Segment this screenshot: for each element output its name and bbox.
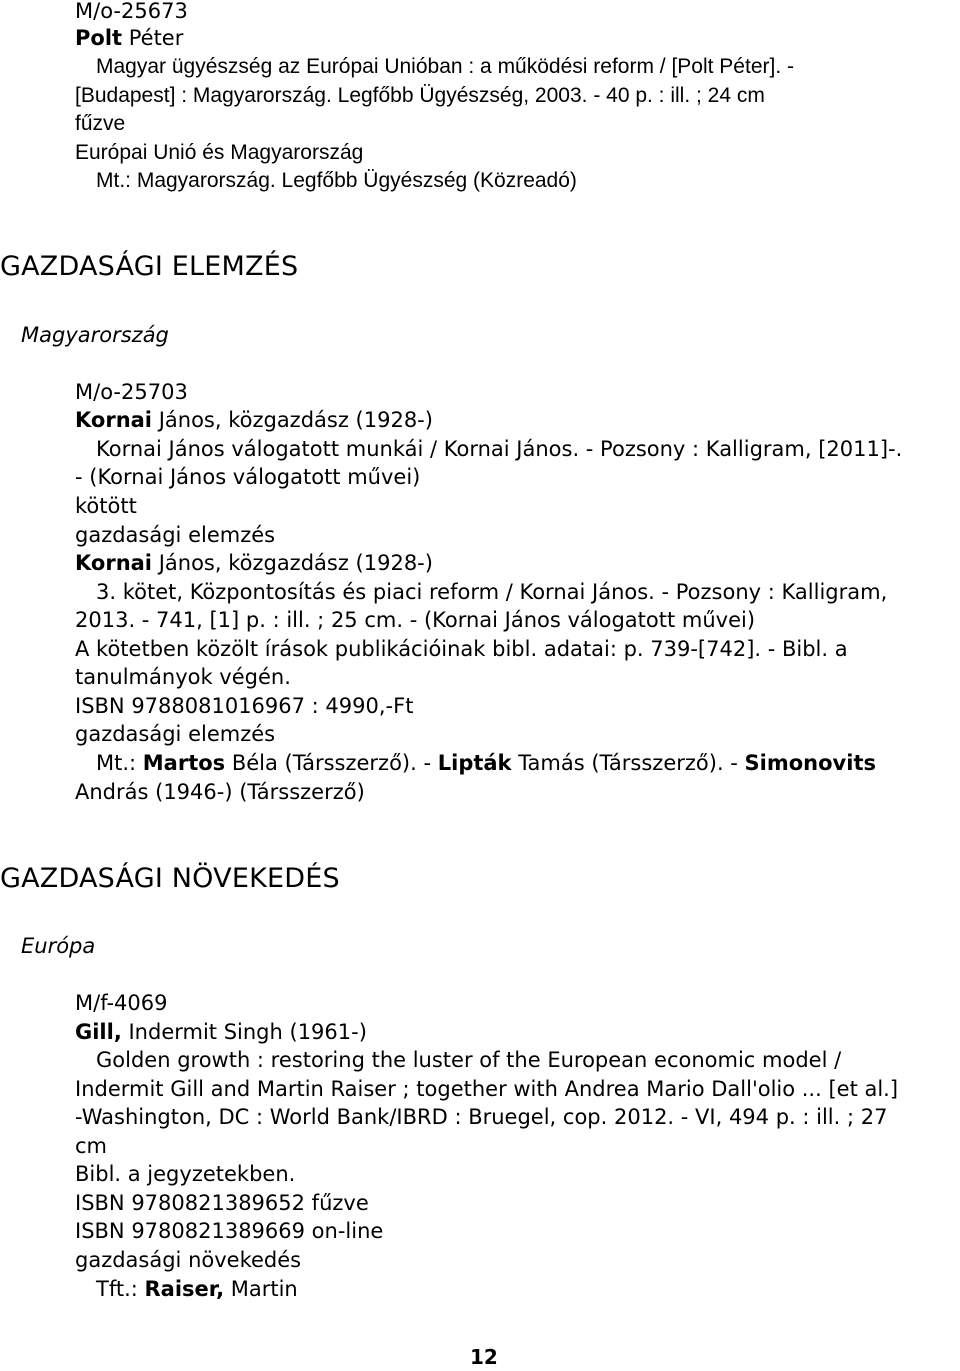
contrib-surname: Raiser, bbox=[144, 1277, 225, 1301]
contrib-given: Martin bbox=[224, 1277, 298, 1301]
contrib-text: Béla (Társszerző). - bbox=[225, 751, 438, 775]
author-given: Péter bbox=[122, 26, 184, 50]
entry-note: Bibl. a jegyzetekben. bbox=[75, 1162, 296, 1186]
entry-subject: gazdasági elemzés bbox=[75, 722, 276, 746]
entry-code: M/o-25703 bbox=[75, 380, 188, 404]
contrib-surname: Simonovits bbox=[744, 751, 876, 775]
contrib-surname: Lipták bbox=[437, 751, 512, 775]
entry-isbn: ISBN 9780821389652 fűzve bbox=[75, 1191, 369, 1215]
entry-author bbox=[75, 24, 183, 52]
entry-imprint: -Washington, DC : World Bank/IBRD : Bruegel, cop. 2012. - VI, 494 p. : ill. ; 27 bbox=[75, 1105, 888, 1129]
entry-imprint-cont: cm bbox=[75, 1134, 108, 1158]
contrib-prefix: Mt.: bbox=[96, 751, 143, 775]
author-given: János, közgazdász (1928-) bbox=[152, 551, 433, 575]
entry-isbn: ISBN 9780821389669 on-line bbox=[75, 1219, 384, 1243]
entry-imprint: [Budapest] : Magyarország. Legfőbb Ügyészség, 2003. - 40 p. : ill. ; 24 cm bbox=[75, 84, 765, 107]
entry-code: M/o-25673 bbox=[75, 0, 188, 23]
entry-author bbox=[75, 406, 433, 434]
author-surname: Kornai bbox=[75, 408, 153, 432]
section-subheading: Magyarország bbox=[21, 323, 169, 347]
entry-volume-imprint: 2013. - 741, [1] p. : ill. ; 25 cm. - (Kornai János válogatott művei) bbox=[75, 608, 756, 632]
entry-contributors bbox=[96, 749, 876, 777]
entry-title: Kornai János válogatott munkái / Kornai János. - Pozsony : Kalligram, [2011]-. bbox=[96, 437, 903, 461]
author-given: Indermit Singh (1961-) bbox=[121, 1020, 367, 1044]
entry-contributor: Mt.: Magyarország. Legfőbb Ügyészség (Közreadó) bbox=[96, 169, 577, 192]
entry-subject: Európai Unió és Magyarország bbox=[75, 141, 364, 164]
author-surname: Polt bbox=[75, 26, 123, 50]
contrib-prefix: Tft.: bbox=[96, 1277, 145, 1301]
entry-volume-author bbox=[75, 549, 433, 577]
author-surname: Kornai bbox=[75, 551, 153, 575]
entry-subject: gazdasági növekedés bbox=[75, 1248, 302, 1272]
entry-title: Golden growth : restoring the luster of the European economic model / bbox=[96, 1048, 842, 1072]
entry-author bbox=[75, 1018, 367, 1046]
entry-note: A kötetben közölt írások publikációinak bibl. adatai: p. 739-[742]. - Bibl. a bbox=[75, 637, 848, 661]
entry-contributor bbox=[96, 1275, 298, 1303]
section-subheading: Európa bbox=[21, 934, 96, 958]
contrib-surname: Martos bbox=[142, 751, 226, 775]
entry-binding: kötött bbox=[75, 494, 137, 518]
author-given: János, közgazdász (1928-) bbox=[152, 408, 433, 432]
entry-isbn: ISBN 9788081016967 : 4990,-Ft bbox=[75, 694, 414, 718]
contrib-text: Tamás (Társszerző). - bbox=[511, 751, 745, 775]
entry-note-cont: tanulmányok végén. bbox=[75, 665, 291, 689]
entry-contributors-cont: András (1946-) (Társszerző) bbox=[75, 780, 365, 804]
entry-volume-title: 3. kötet, Központosítás és piaci reform / Kornai János. - Pozsony : Kalligram, bbox=[96, 580, 888, 604]
author-surname: Gill, bbox=[75, 1020, 122, 1044]
entry-series: - (Kornai János válogatott művei) bbox=[75, 465, 421, 489]
entry-subject: gazdasági elemzés bbox=[75, 523, 276, 547]
entry-code: M/f-4069 bbox=[75, 991, 168, 1015]
entry-binding: fűzve bbox=[75, 112, 126, 135]
page-number: 12 bbox=[470, 1345, 498, 1369]
section-heading: GAZDASÁGI NÖVEKEDÉS bbox=[0, 863, 340, 894]
entry-title-cont: Indermit Gill and Martin Raiser ; together with Andrea Mario Dall'olio ... [et al.] bbox=[75, 1077, 899, 1101]
section-heading: GAZDASÁGI ELEMZÉS bbox=[0, 251, 299, 282]
entry-title: Magyar ügyészség az Európai Unióban : a működési reform / [Polt Péter]. - bbox=[96, 55, 794, 78]
